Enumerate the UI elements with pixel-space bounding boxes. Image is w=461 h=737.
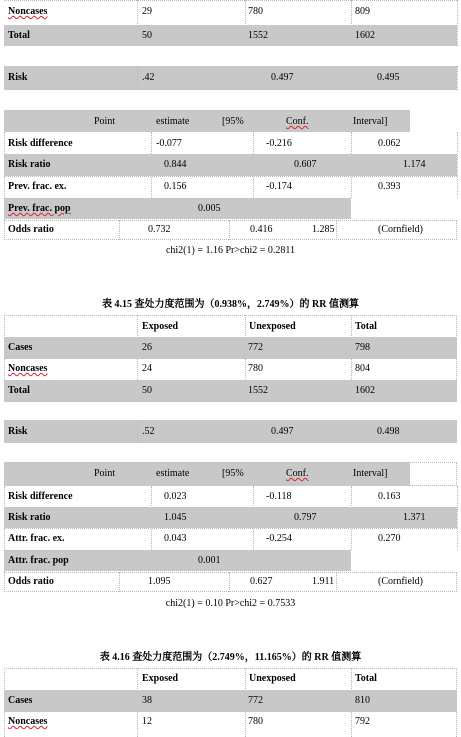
header-point: Point [94, 468, 116, 479]
cell: 0.416 [250, 224, 273, 235]
cell: 798 [355, 342, 370, 353]
est-label: Risk difference [8, 138, 73, 149]
cell: 810 [355, 695, 370, 706]
cell: 1602 [355, 385, 375, 396]
cell: 1552 [248, 30, 268, 41]
row-label: Noncases [8, 363, 48, 374]
cell: (Cornfield) [378, 576, 423, 587]
row-label-total: Total [8, 30, 30, 41]
cell: 1.285 [312, 224, 335, 235]
risk-label: Risk [8, 72, 28, 83]
row-label: Noncases [8, 716, 48, 727]
header-unexposed: Unexposed [249, 673, 296, 684]
cell: 1.911 [312, 576, 335, 587]
header-total: Total [355, 321, 377, 332]
cell: -0.174 [266, 181, 292, 192]
cell: 0.005 [198, 203, 221, 214]
cell: -0.118 [266, 491, 292, 502]
cell: 0.270 [378, 533, 401, 544]
cell: (Cornfield) [378, 224, 423, 235]
cell: 1.095 [148, 576, 171, 587]
cell: 0.498 [377, 426, 400, 437]
est-label: Risk difference [8, 491, 73, 502]
cell: 780 [248, 363, 263, 374]
cell: 0.393 [378, 181, 401, 192]
table-row [4, 690, 457, 712]
header-conf: Conf. [286, 116, 309, 127]
header-total: Total [355, 673, 377, 684]
table-caption: 表 4.16 查处力度范围为（2.749%，11.165%）的 RR 值测算 [99, 652, 362, 663]
cell: 0.043 [164, 533, 187, 544]
row-label: Cases [8, 342, 33, 353]
table-row [4, 380, 457, 402]
table-row [4, 337, 457, 359]
cell: 24 [142, 363, 152, 374]
header-point: Point [94, 116, 116, 127]
header-conf: Conf. [286, 468, 309, 479]
cell: 0.495 [377, 72, 400, 83]
estimate-header [4, 110, 410, 132]
risk-label: Risk [8, 426, 28, 437]
row-label: Total [8, 385, 30, 396]
cell: 1602 [355, 30, 375, 41]
cell: 804 [355, 363, 370, 374]
cell: .42 [142, 72, 155, 83]
cell: 0.001 [198, 555, 221, 566]
cell: 772 [248, 342, 263, 353]
cell: 29 [142, 6, 152, 17]
cell: 0.156 [164, 181, 187, 192]
cell: .52 [142, 426, 155, 437]
cell: -0.254 [266, 533, 292, 544]
est-label: Attr. frac. ex. [8, 533, 65, 544]
header-unexposed: Unexposed [249, 321, 296, 332]
estimate-header [4, 462, 410, 486]
cell: -0.216 [266, 138, 292, 149]
cell: 1.045 [164, 512, 187, 523]
cell: 0.497 [271, 426, 294, 437]
odds-label: Odds ratio [8, 576, 54, 587]
header-interval: Interval] [353, 116, 388, 127]
est-label: Risk ratio [8, 159, 51, 170]
est-label: Prev. frac. ex. [8, 181, 67, 192]
header-estimate: estimate [156, 468, 190, 479]
chi-square-stat: chi2(1) = 1.16 Pr>chi2 = 0.2811 [165, 245, 296, 256]
row-label: Cases [8, 695, 33, 706]
table-caption: 表 4.15 查处力度范围为（0.938%，2.749%）的 RR 值测算 [102, 299, 359, 310]
table-row [4, 25, 457, 46]
header-exposed: Exposed [142, 673, 179, 684]
header-estimate: estimate [156, 116, 190, 127]
cell: 50 [142, 30, 152, 41]
cell: 0.607 [294, 159, 317, 170]
row-label-noncases: Noncases [8, 6, 48, 17]
table-row [4, 154, 457, 176]
cell: 0.732 [148, 224, 171, 235]
odds-label: Odds ratio [8, 224, 54, 235]
cell: 12 [142, 716, 152, 727]
cell: 780 [248, 6, 263, 17]
est-label: Attr. frac. pop [8, 555, 69, 566]
est-label: Prev. frac. pop [8, 203, 71, 214]
chi-square-stat: chi2(1) = 0.10 Pr>chi2 = 0.7533 [165, 598, 296, 609]
cell: 50 [142, 385, 152, 396]
cell: 0.497 [271, 72, 294, 83]
cell: 0.844 [164, 159, 187, 170]
cell: 0.163 [378, 491, 401, 502]
est-label: Risk ratio [8, 512, 51, 523]
header-interval: Interval] [353, 468, 388, 479]
cell: 1552 [248, 385, 268, 396]
cell: 38 [142, 695, 152, 706]
table-row [4, 507, 457, 528]
header-ci: [95% [222, 116, 244, 127]
cell: 792 [355, 716, 370, 727]
cell: 0.797 [294, 512, 317, 523]
cell: 1.371 [403, 512, 426, 523]
header-exposed: Exposed [142, 321, 179, 332]
cell: 809 [355, 6, 370, 17]
header-ci: [95% [222, 468, 244, 479]
cell: 780 [248, 716, 263, 727]
cell: 1.174 [403, 159, 426, 170]
cell: 0.023 [164, 491, 187, 502]
cell: 772 [248, 695, 263, 706]
cell: 0.627 [250, 576, 273, 587]
cell: -0.077 [156, 138, 182, 149]
cell: 26 [142, 342, 152, 353]
cell: 0.062 [378, 138, 401, 149]
